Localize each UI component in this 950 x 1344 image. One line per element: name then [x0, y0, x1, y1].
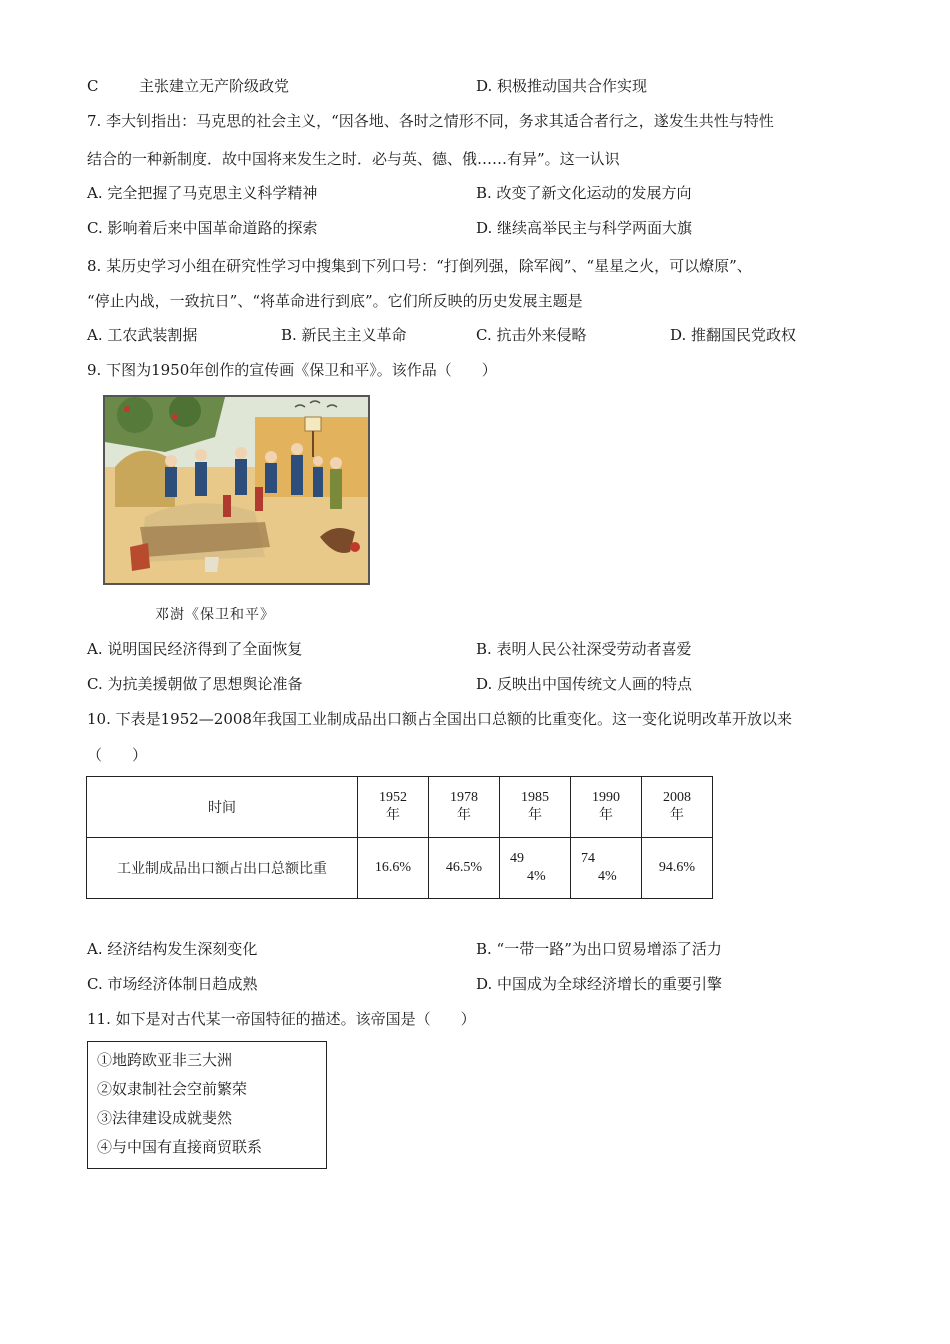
value-cell-1952: 16.6% [358, 838, 429, 899]
option-b: B. 表明人民公社深受劳动者喜爱 [476, 640, 692, 658]
option-text: 主张建立无产阶级政党 [139, 77, 290, 95]
option-b: B. 改变了新文化运动的发展方向 [476, 184, 692, 202]
question-9-stem: 9. 下图为1950年创作的宣传画《保卫和平》。该作品（ ） [87, 361, 497, 379]
question-7-line-2: 结合的一种新制度．故中国将来发生之时．必与英、德、俄……有异”。这一认识 [87, 150, 620, 168]
list-item: ②奴隶制社会空前繁荣 [97, 1080, 248, 1098]
option-c: C. 抗击外来侵略 [476, 326, 587, 344]
question-11-stem: 11. 如下是对古代某一帝国特征的描述。该帝国是（ ） [87, 1010, 476, 1028]
painting-illustration [105, 397, 368, 583]
option-b: B. 新民主主义革命 [281, 326, 407, 344]
option-d: D. 继续高举民主与科学两面大旗 [476, 219, 693, 237]
question-8-line-2: “停止内战，一致抗日”、“将革命进行到底”。它们所反映的历史发展主题是 [87, 292, 583, 310]
question-7-line-1: 7. 李大钊指出：马克思的社会主义，“因各地、各时之情形不同，务求其适合者行之，遂发生共性与特性 [87, 112, 774, 130]
empire-features-box [87, 1041, 327, 1169]
year-cell-2008: 2008 年 [642, 777, 713, 838]
list-item: ④与中国有直接商贸联系 [97, 1138, 263, 1156]
option-c: C. 市场经济体制日趋成熟 [87, 975, 258, 993]
option-c: C. 影响着后来中国革命道路的探索 [87, 219, 318, 237]
value-cell-1985: 49 4% [500, 838, 571, 899]
option-a: A. 工农武装割据 [87, 326, 198, 344]
year-cell-1985: 1985 年 [500, 777, 571, 838]
value-cell-1990: 74 4% [571, 838, 642, 899]
year-cell-1978: 1978 年 [429, 777, 500, 838]
option-c [87, 76, 289, 96]
question-10-paren: （ ） [87, 746, 148, 764]
option-letter: C [87, 77, 99, 95]
table-row [87, 838, 713, 899]
option-a: A. 说明国民经济得到了全面恢复 [87, 640, 303, 658]
option-d: D. 推翻国民党政权 [670, 326, 797, 344]
year-cell-1990: 1990 年 [571, 777, 642, 838]
table-header-cell: 时间 [87, 777, 358, 838]
row-label-cell: 工业制成品出口额占出口总额比重 [87, 838, 358, 899]
option-d: D. 中国成为全球经济增长的重要引擎 [476, 975, 723, 993]
option-c: C. 为抗美援朝做了思想舆论准备 [87, 675, 303, 693]
list-item: ①地跨欧亚非三大洲 [97, 1051, 233, 1069]
option-a: A. 经济结构发生深刻变化 [87, 940, 258, 958]
export-ratio-table [86, 776, 713, 899]
option-a: A. 完全把握了马克思主义科学精神 [87, 184, 318, 202]
option-d: D. 积极推动国共合作实现 [476, 77, 648, 95]
question-8-line-1: 8. 某历史学习小组在研究性学习中搜集到下列口号：“打倒列强，除军阀”、“星星之火，可以燎原”、 [87, 257, 752, 275]
value-cell-2008: 94.6% [642, 838, 713, 899]
painting-caption: 邓澍《保卫和平》 [155, 607, 275, 623]
option-b: B. “一带一路”为出口贸易增添了活力 [476, 940, 722, 958]
list-item: ③法律建设成就斐然 [97, 1109, 233, 1127]
year-cell-1952: 1952 年 [358, 777, 429, 838]
value-cell-1978: 46.5% [429, 838, 500, 899]
table-header-row [87, 777, 713, 838]
propaganda-painting [103, 395, 370, 585]
option-d: D. 反映出中国传统文人画的特点 [476, 675, 693, 693]
question-10-stem: 10. 下表是1952—2008年我国工业制成品出口额占全国出口总额的比重变化。这一变化说明改革开放以来 [87, 710, 792, 728]
